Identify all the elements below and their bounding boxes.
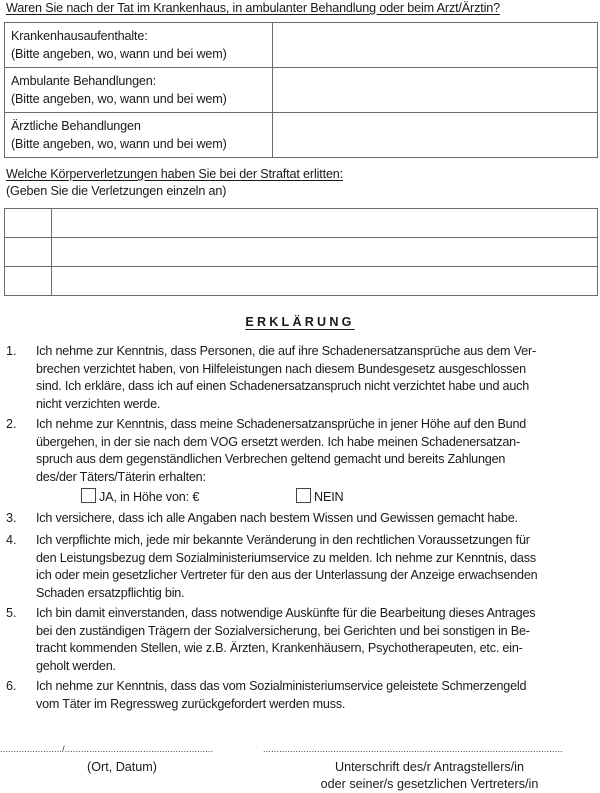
treatment-hint: (Bitte angeben, wo, wann und bei wem) bbox=[11, 47, 227, 61]
option-no[interactable] bbox=[296, 488, 344, 507]
item-line: nicht verzichten werde. bbox=[36, 396, 161, 411]
injuries-subheading: (Geben Sie die Verletzungen einzeln an) bbox=[6, 184, 227, 198]
item-line: bei den zuständigen Trägern der Sozialversicherung, bei Gerichten und bei sonstigen in Be- bbox=[36, 623, 530, 638]
item-number: 5. bbox=[6, 606, 17, 620]
treatment-row-outpatient bbox=[5, 68, 598, 113]
option-no-label: NEIN bbox=[314, 490, 344, 504]
item-line: des/der Täters/Täterin erhalten: bbox=[36, 469, 206, 484]
medical-treatments-input[interactable] bbox=[273, 113, 598, 158]
declaration-item-1 bbox=[36, 343, 592, 413]
option-yes[interactable] bbox=[81, 488, 199, 507]
item-line: Ich bin damit einverstanden, dass notwendige Auskünfte für die Bearbeitung dieses Antrages bbox=[36, 606, 536, 620]
treatment-table bbox=[4, 22, 598, 158]
item-line: geholt werden. bbox=[36, 658, 116, 673]
item-line: Schaden ersatzpflichtig bin. bbox=[36, 585, 185, 600]
treatment-label: Ambulante Behandlungen: bbox=[11, 74, 156, 88]
treatment-label-cell bbox=[5, 68, 273, 113]
item-line: übergehen, in der sie nach dem VOG ersetzt werden. Ich habe meinen Schadenersatzan- bbox=[36, 434, 520, 449]
item-line: Ich nehme zur Kenntnis, dass Personen, die auf ihre Schadenersatzansprüche aus dem Ver- bbox=[36, 344, 536, 358]
injury-description-input[interactable] bbox=[52, 238, 598, 267]
injury-row bbox=[5, 267, 598, 296]
injury-description-input[interactable] bbox=[52, 209, 598, 238]
signature-line[interactable]: ............................................................................................................... bbox=[263, 744, 563, 754]
hospital-stays-input[interactable] bbox=[273, 23, 598, 68]
treatment-hint: (Bitte angeben, wo, wann und bei wem) bbox=[11, 137, 227, 151]
declaration-item-2 bbox=[36, 416, 592, 486]
place-date-label: (Ort, Datum) bbox=[87, 760, 157, 774]
treatment-row-medical bbox=[5, 113, 598, 158]
no-checkbox[interactable] bbox=[296, 488, 311, 503]
injury-description-input[interactable] bbox=[52, 267, 598, 296]
item-line: Ich nehme zur Kenntnis, dass das vom Sozialministeriumservice geleistete Schmerzengeld bbox=[36, 679, 527, 693]
injury-number-cell[interactable] bbox=[5, 238, 52, 267]
treatment-label: Ärztliche Behandlungen bbox=[11, 119, 141, 133]
declaration-title bbox=[0, 315, 600, 329]
signature-label-line-2: oder seiner/s gesetzlichen Vertreters/in bbox=[320, 777, 539, 791]
injury-row bbox=[5, 209, 598, 238]
option-yes-label: JA, in Höhe von: € bbox=[99, 490, 200, 504]
item-line: brechen verzichtet haben, von Hilfeleistungen nach diesem Bundesgesetz ausgeschlossen bbox=[36, 361, 526, 376]
item-line: Ich versichere, dass ich alle Angaben nach bestem Wissen und Gewissen gemacht habe. bbox=[36, 511, 518, 525]
item-line: sind. Ich erkläre, dass ich auf einen Schadenersatzanspruch nicht verzichtet habe und auch bbox=[36, 379, 530, 393]
injury-number-cell[interactable] bbox=[5, 267, 52, 296]
declaration-item-6 bbox=[36, 678, 592, 713]
item-line: den Leistungsbezug dem Sozialministeriumservice zu melden. Ich nehme zur Kenntnis, dass bbox=[36, 550, 536, 565]
declaration-item-3 bbox=[36, 510, 592, 528]
declaration-title-text: ERKLÄRUNG bbox=[245, 315, 355, 329]
item-line: Ich nehme zur Kenntnis, dass meine Schadenersatzansprüche in jener Höhe auf den Bund bbox=[36, 417, 527, 431]
item-line: ich oder mein gesetzlicher Vertreter für den aus der Unterlassung der Anzeige erwachsenden bbox=[36, 568, 538, 582]
injury-number-cell[interactable] bbox=[5, 209, 52, 238]
place-date-line[interactable]: ......................./....................................................... bbox=[0, 744, 214, 754]
signature-label-line-1: Unterschrift des/r Antragstellers/in bbox=[335, 760, 524, 774]
treatment-hint: (Bitte angeben, wo, wann und bei wem) bbox=[11, 92, 227, 106]
item-number: 6. bbox=[6, 679, 17, 693]
item-line: vom Täter im Regressweg zurückgefordert werden muss. bbox=[36, 696, 346, 711]
item-line: spruch aus dem gegenständlichen Verbrechen geltend gemacht und bereits Zahlungen bbox=[36, 452, 506, 466]
declaration-item-5 bbox=[36, 605, 592, 675]
declaration-item-4 bbox=[36, 532, 592, 602]
item-number: 4. bbox=[6, 533, 17, 547]
item-number: 1. bbox=[6, 344, 17, 358]
item-number: 3. bbox=[6, 511, 17, 525]
injuries-heading: Welche Körperverletzungen haben Sie bei der Straftat erlitten: bbox=[6, 167, 343, 181]
item-line: Ich verpflichte mich, jede mir bekannte Veränderung in den rechtlichen Voraussetzungen für bbox=[36, 533, 530, 547]
treatment-label: Krankenhausaufenthalte: bbox=[11, 29, 148, 43]
injuries-table bbox=[4, 208, 598, 296]
treatment-row-hospital bbox=[5, 23, 598, 68]
outpatient-treatments-input[interactable] bbox=[273, 68, 598, 113]
treatment-question-heading: Waren Sie nach der Tat im Krankenhaus, in ambulanter Behandlung oder beim Arzt/Ärztin? bbox=[6, 1, 500, 15]
yes-checkbox[interactable] bbox=[81, 488, 96, 503]
item-number: 2. bbox=[6, 417, 17, 431]
treatment-label-cell bbox=[5, 23, 273, 68]
treatment-label-cell bbox=[5, 113, 273, 158]
injury-row bbox=[5, 238, 598, 267]
item-line: tracht kommenden Stellen, wie z.B. Ärzten, Krankenhäusern, Psychotherapeuten, etc. ein- bbox=[36, 641, 523, 655]
